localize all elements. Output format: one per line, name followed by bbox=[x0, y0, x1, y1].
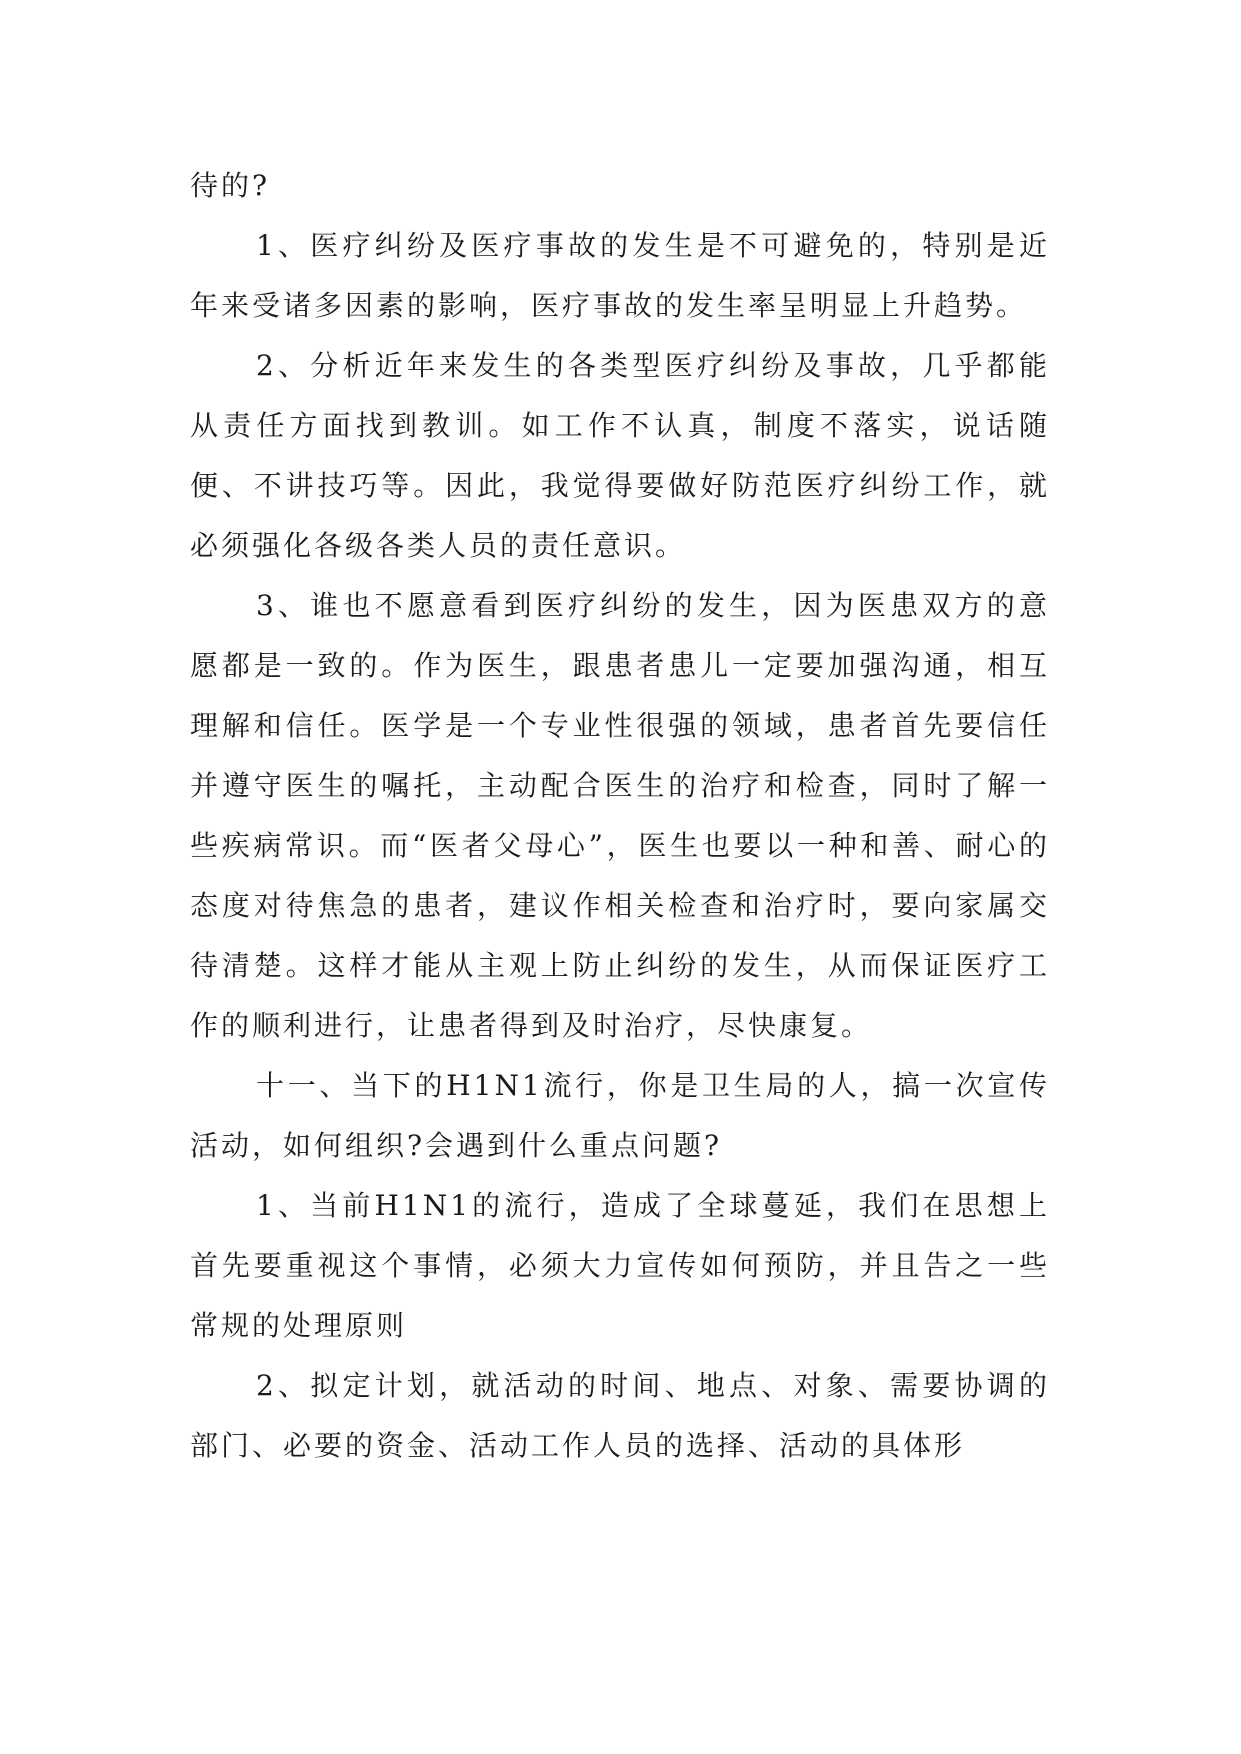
paragraph-point-2: 2、分析近年来发生的各类型医疗纠纷及事故，几乎都能从责任方面找到教训。如工作不认真，制度不落实，说话随便、不讲技巧等。因此，我觉得要做好防范医疗纠纷工作，就必须强化各级各类人员的责任意识。 bbox=[190, 349, 1050, 562]
answer-point-1: 1、当前H1N1的流行，造成了全球蔓延，我们在思想上首先要重视这个事情，必须大力宣传如何预防，并且告之一些常规的处理原则 bbox=[190, 1189, 1050, 1342]
document-body bbox=[190, 156, 1050, 1476]
answer-point-2: 2、拟定计划，就活动的时间、地点、对象、需要协调的部门、必要的资金、活动工作人员的选择、活动的具体形 bbox=[190, 1369, 1050, 1462]
paragraph-point-3: 3、谁也不愿意看到医疗纠纷的发生，因为医患双方的意愿都是一致的。作为医生，跟患者患儿一定要加强沟通，相互理解和信任。医学是一个专业性很强的领域，患者首先要信任并遵守医生的嘱托，主动配合医生的治疗和检查，同时了解一些疾病常识。而“医者父母心”，医生也要以一种和善、耐心的态度对待焦急的患者，建议作相关检查和治疗时，要向家属交待清楚。这样才能从主观上防止纠纷的发生，从而保证医疗工作的顺利进行，让患者得到及时治疗，尽快康复。 bbox=[190, 589, 1050, 1042]
paragraph-point-1: 1、医疗纠纷及医疗事故的发生是不可避免的，特别是近年来受诸多因素的影响，医疗事故的发生率呈明显上升趋势。 bbox=[190, 229, 1050, 322]
question-heading-11: 十一、当下的H1N1流行，你是卫生局的人，搞一次宣传活动，如何组织?会遇到什么重点问题? bbox=[190, 1069, 1050, 1162]
paragraph-continuation: 待的? bbox=[190, 169, 271, 202]
